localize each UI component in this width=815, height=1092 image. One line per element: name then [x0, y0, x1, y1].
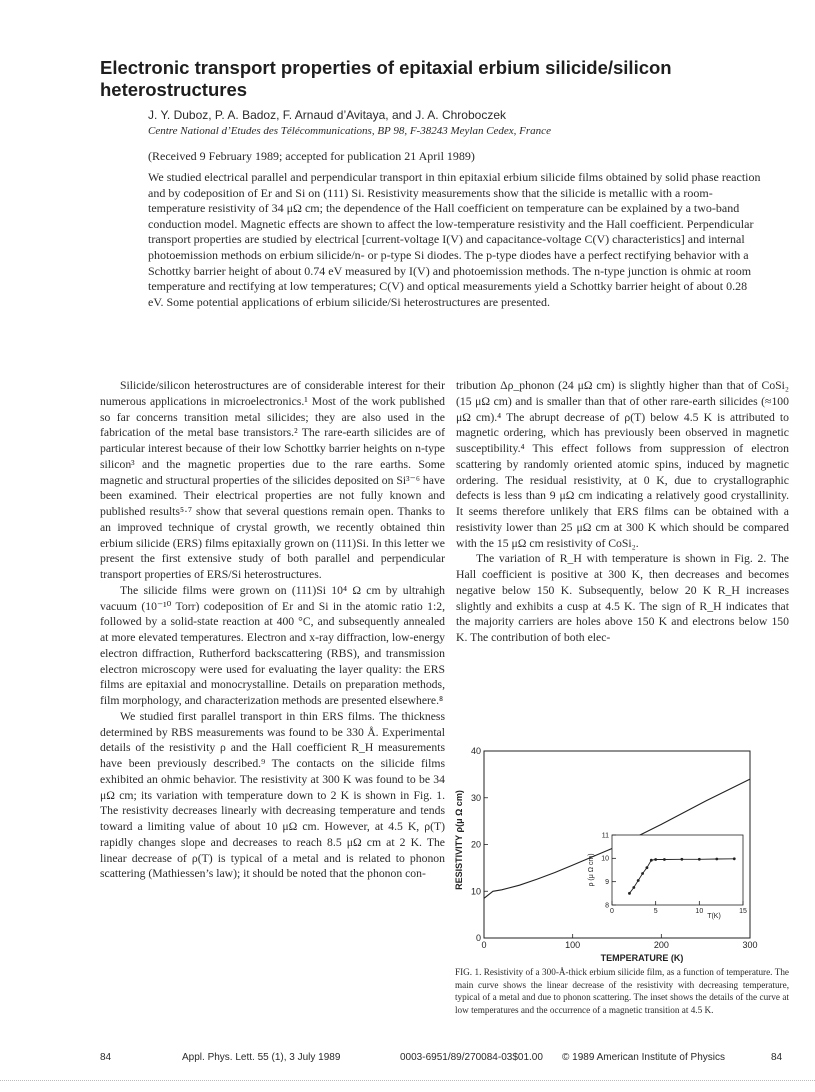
author-list: J. Y. Duboz, P. A. Badoz, F. Arnaud d’Avitaya, and J. A. Chroboczek [148, 108, 507, 122]
data-point [680, 858, 683, 861]
x-tick-label: 0 [481, 940, 487, 950]
body-paragraph: The silicide films were grown on (111)Si 10⁴ Ω cm by ultrahigh vacuum (10⁻¹⁰ Torr) codeposition of Er and Si in the atomic ratio 1:2, followed by a solid-state reaction at 400 °C, and subsequently annealed at more elevated temperatures. Electron and x-ray diffraction, low-energy electron diffraction, Rutherford backscattering (RBS), and transmission electron microscopy were used for evaluating the layer quality: the ERS films are epitaxial and monocrystalline. Details on preparation methods, film morphology, and characterization methods are presented elsewhere.⁸ [100, 583, 445, 707]
page-number: 84 [100, 1052, 112, 1063]
data-point [654, 858, 657, 861]
y-tick-label: 10 [470, 886, 481, 897]
data-point [641, 872, 644, 875]
scan-edge-line [0, 1080, 815, 1081]
body-paragraph: The variation of R_H with temperature is shown in Fig. 2. The Hall coefficient is positive at 300 K, then decreases and becomes negative below 150 K. Subsequently, below 20 K R_H increases slightly and exhibits a cusp at 4.5 K. The sign of R_H indicates that the majority carriers are holes above 150 K and electrons below 150 K. The contribution of both elec- [456, 552, 789, 644]
data-point [628, 892, 631, 895]
x-tick-label: 200 [653, 940, 669, 950]
paper-title: Electronic transport properties of epitaxial erbium silicide/silicon heterostructures [100, 57, 672, 100]
y-axis-label: RESISTIVITY ρ(μ Ω cm) [454, 790, 464, 890]
copyright: © 1989 American Institute of Physics [562, 1052, 726, 1063]
page-number: 84 [771, 1052, 783, 1063]
figure-caption: FIG. 1. Resistivity of a 300-Å-thick erbium silicide film, as a function of temperature. The main curve shows the linear decrease of the resistivity with decreasing temperature, typical of a metal and due to phonon scattering. The inset shows the details of the curve at low temperatures and the occurrence of a magnetic transition at 4.5 K. [455, 967, 789, 1015]
body-paragraph: We studied first parallel transport in thin ERS films. The thickness determined by RBS measurements was found to be 330 Å. Experimental details of the resistivity ρ and the Hall coefficient R_H measurements have been previously described.⁹ The contacts on the silicide films exhibited an ohmic behavior. The resistivity at 300 K was found to be 34 μΩ cm; its variation with temperature down to 2 K is shown in Fig. 1. The resistivity decreases linearly with decreasing temperature and tends toward a limiting value of about 10 μΩ cm. However, at 4.5 K, ρ(T) rapidly changes slope and decreases to reach 8.5 μΩ cm at 2 K. The linear decrease of ρ(T) is typical of a metal and is related to phonon scattering (Mathiessen’s law); it should be noted that the phonon con- [100, 709, 445, 881]
inset-y-axis-label: ρ (μ Ω cm) [588, 853, 595, 887]
body-paragraph: Silicide/silicon heterostructures are of considerable interest for their numerous applications in microelectronics.¹ Most of the work published so far concerns transition metal silicides; they are also used in the fabrication of the metal base transistors.² The rare-earth silicides are of particular interest because of their low Schottky barrier heights on n-type silicon³ and the magnetic properties due to the rare earths. Some magnetic and structural properties of the silicides deposited on Si³⁻⁶ have been examined. Their electrical properties are not fully known and published results⁵·⁷ show that several questions remain open. Thanks to an improved technique of crystal growth, we recently obtained thin erbium silicide (ERS) films epitaxially grown on (111)Si. In this letter we present the first extensive study of both parallel and perpendicular transport properties of ERS/Si heterostructures. [100, 379, 445, 581]
body-paragraph: tribution Δρ_phonon (24 μΩ cm) is slightly higher than that of CoSi₂ (15 μΩ cm) and is smaller than that of other rare-earth silicides (≈100 μΩ cm).⁴ The abrupt decrease of ρ(T) below 4.5 K is attributed to magnetic ordering, which has previously been observed in magnetic susceptibility.⁴ This effect follows from suppression of electron scattering by randomly oriented atomic spins, induced by magnetic ordering. The residual resistivity, at 0 K, due to crystallographic defects is less than 9 μΩ cm indicating a relatively good crystallinity. It seems therefore unlikely that ERS films can be obtained with a resistivity lower than 25 μΩ cm at 300 K which should be compared with the 15 μΩ cm resistivity of CoSi₂. [456, 379, 789, 550]
resistivity-chart [452, 745, 790, 965]
right-column [456, 378, 789, 646]
abstract: We studied electrical parallel and perpendicular transport in thin epitaxial erbium silicide films obtained by solid phase reaction and by codeposition of Er and Si on (111) Si. Resistivity measurements show that the silicide is metallic with a room-temperature resistivity of 34 μΩ cm; the dependence of the Hall coefficient on temperature can be explained by a two-band conduction model. Magnetic effects are shown to affect the low-temperature resistivity and the Hall coefficient. Perpendicular transport properties are studied by electrical [current-voltage I(V) and capacitance-voltage C(V) characteristics] and internal photoemission methods on erbium silicide/n- or p-type Si diodes. The p-type diodes have a perfect rectifying behavior with a Schottky barrier height of about 0.74 eV measured by I(V) and photoemission methods. The n-type junction is ohmic at room temperature and rectifying at low temperatures; C(V) and optical measurements yield a Schottky barrier height of about 0.28 eV. Some potential applications of erbium silicide/Si heterostructures are presented. [148, 170, 761, 309]
y-tick-label: 10 [601, 855, 609, 863]
left-column [100, 378, 445, 882]
data-point [715, 858, 718, 861]
x-tick-label: 0 [610, 908, 614, 915]
figure-1 [452, 745, 790, 965]
y-tick-label: 11 [601, 832, 609, 840]
data-point [733, 857, 736, 860]
y-tick-label: 9 [605, 879, 609, 886]
x-tick-label: 300 [742, 940, 758, 950]
x-axis-label: TEMPERATURE (K) [600, 953, 684, 963]
x-tick-label: 10 [695, 908, 704, 915]
data-point [663, 858, 666, 861]
received-dates: (Received 9 February 1989; accepted for publication 21 April 1989) [148, 149, 475, 163]
data-point [637, 879, 640, 882]
affiliation: Centre National d’Etudes des Télécommunications, BP 98, F-38243 Meylan Cedex, France [148, 125, 551, 137]
y-tick-label: 20 [470, 839, 481, 850]
x-tick-label: 5 [653, 908, 658, 915]
x-tick-label: 100 [565, 940, 581, 950]
journal-citation: Appl. Phys. Lett. 55 (1), 3 July 1989 [182, 1052, 341, 1063]
inset-x-axis-label: T(K) [707, 913, 721, 920]
article-code: 0003-6951/89/270084-03$01.00 [400, 1052, 543, 1063]
y-tick-label: 40 [470, 746, 481, 756]
plot-frame [612, 835, 743, 905]
y-tick-label: 30 [470, 792, 481, 803]
data-point [698, 858, 701, 861]
y-tick-label: 8 [605, 902, 609, 910]
x-tick-label: 15 [739, 908, 747, 915]
data-point [650, 859, 653, 862]
data-point [646, 866, 649, 869]
data-point [632, 886, 635, 889]
y-tick-label: 0 [475, 933, 481, 943]
